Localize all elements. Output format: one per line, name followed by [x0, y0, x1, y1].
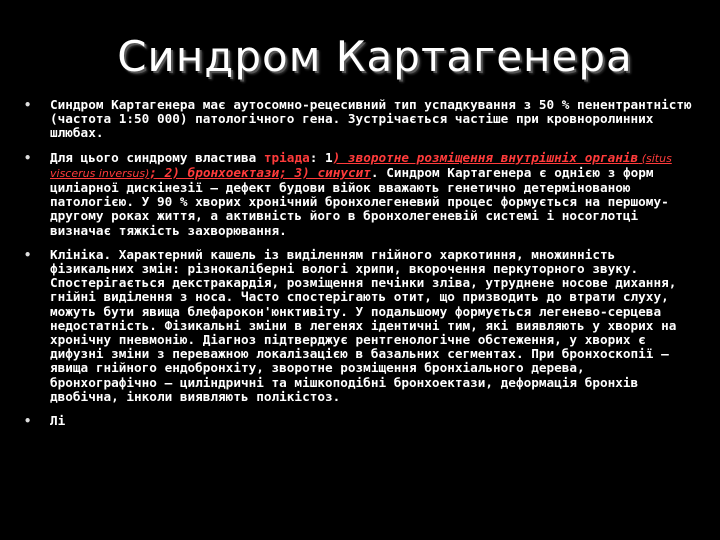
bullet-icon: • [24, 98, 32, 112]
triad-rest: . Синдром Картагенера є однією з форм циліарної дискінезії – дефект будови війок вважають генетично детермінованою патологією. У 90 % хворих хронічний бронхолегеневий процес формується на першому-другому роках життя, а активність його в бронхолегеневій системі і носоглотці визначає тяжкість захворювання. [50, 164, 669, 238]
triad-intro: Для цього синдрому властива [50, 149, 264, 165]
triad-item-1: ) зворотне розміщення внутрішніх органів [332, 149, 639, 165]
triad-word: тріада [263, 149, 310, 165]
slide-body [22, 98, 698, 428]
paragraph-inheritance [22, 98, 698, 141]
paragraph-clinic [22, 248, 698, 404]
paragraph-cutoff [22, 414, 698, 428]
paragraph-triad [22, 151, 698, 238]
triad-items-2-3: ; 2) бронхоектази; 3) синусит [149, 164, 371, 180]
triad-colon: : 1 [309, 149, 333, 165]
triad-latin: (situs viscerus inversus) [50, 151, 672, 180]
bullet-icon: • [24, 247, 32, 262]
paragraph-text: Клініка. Характерний кашель із виділенням гнійного харкотиння, множинність фізикальних змін: різнокаліберні вологі хрипи, вкорочення перкуторного звуку. Спостерігається декстракардія, розміщення печінки зліва, утруднене носове дихання, гнійні виділення з носа. Часто спостерігають отит, що призводить до втрати слуху, можуть бути явища блефарокон'юнктивіту. У подальшому формується легенево-серцева недостатність. Фізикальні зміни в легенях ідентичні тим, які виявляють у хворих на хронічну пневмонію. Діагноз підтверджує рентгенологічне обстеження, у хворих є дифузні зміни з переважною локалізацією в базальних сегментах. При бронхоскопії – явища гнійного ендобронхіту, зворотне розміщення бронхіального дерева, бронхографічно – циліндричні та мішкоподібні бронхоектази, деформація бронхів двобічна, інколи виявляють полікістоз. [50, 246, 677, 404]
bullet-icon: • [24, 150, 32, 165]
paragraph-text: Синдром Картагенера має аутосомно-рецесивний тип успадкування з 50 % пенентрантністю (частота 1:50 000) патологічного гена. Зустрічається частіше при кровноролинних шлюбах. [50, 97, 692, 141]
paragraph-text: Лі [50, 413, 66, 429]
bullet-icon: • [24, 414, 32, 429]
slide-title: Синдром Картагенера [117, 32, 633, 81]
